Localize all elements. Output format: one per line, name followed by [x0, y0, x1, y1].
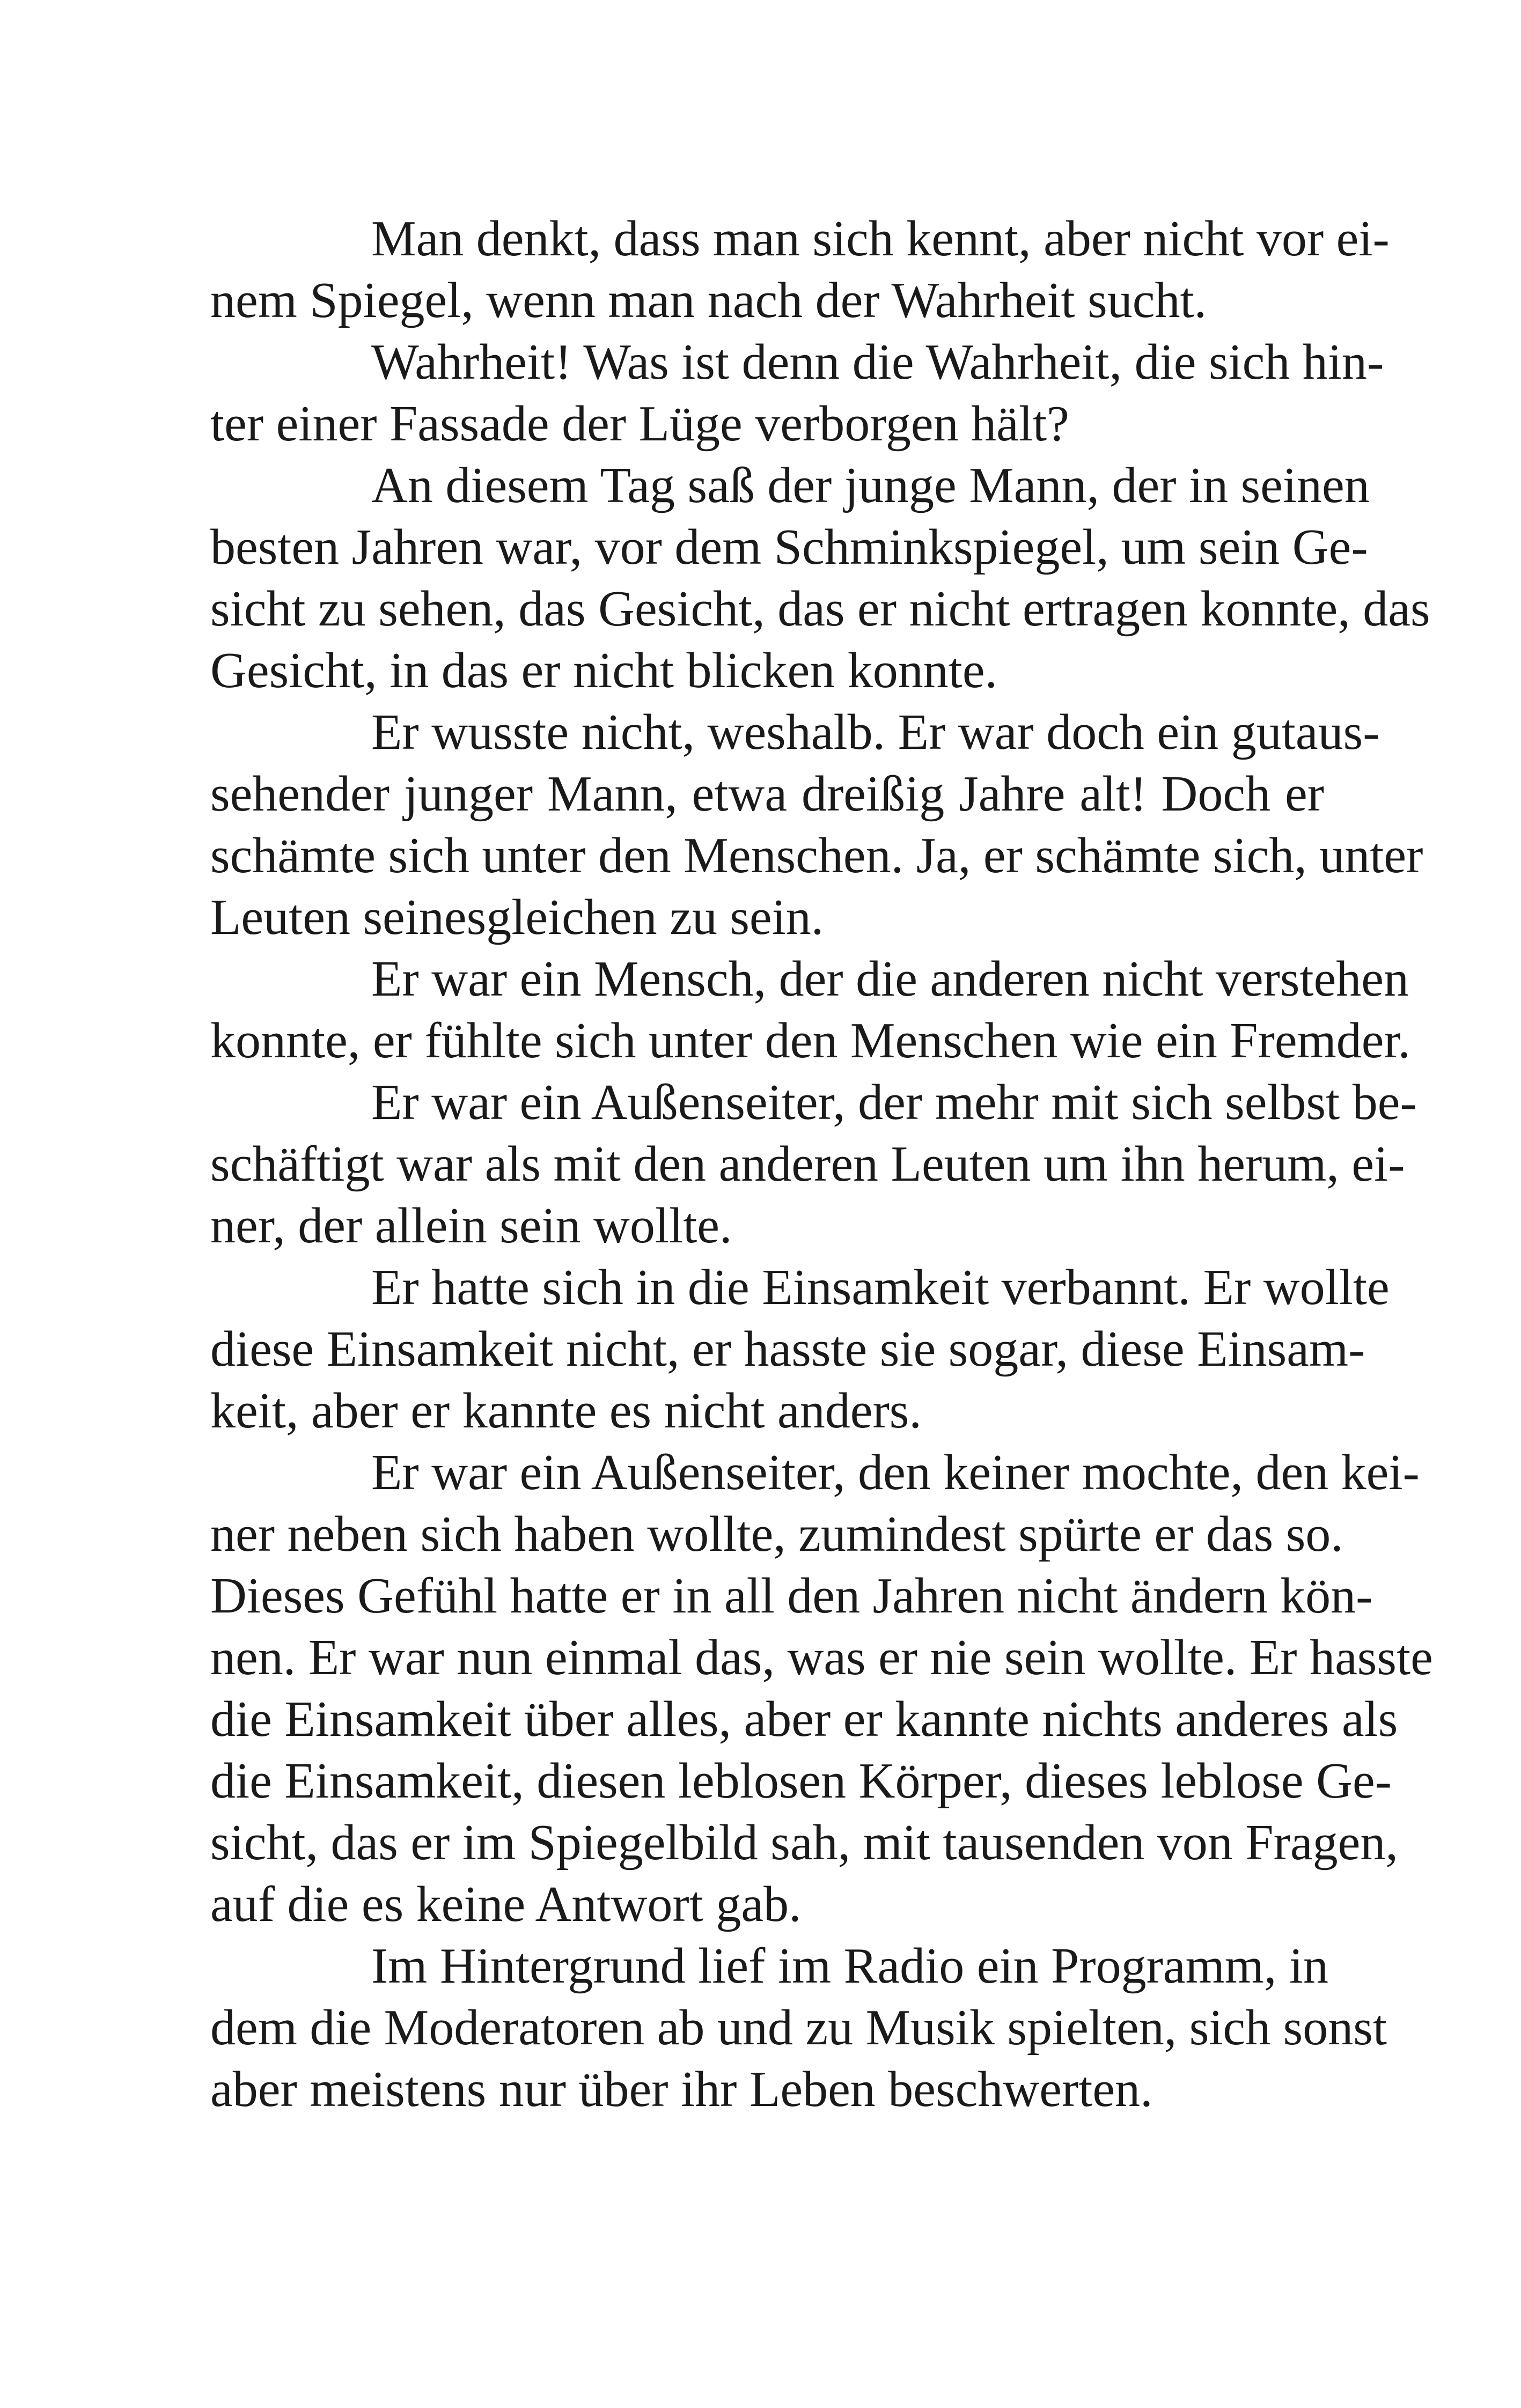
text-line: Im Hintergrund lief im Radio ein Programm, in — [371, 1938, 1328, 1994]
text-line: dem die Moderatoren ab und zu Musik spielten, sich sonst — [210, 2000, 1387, 2056]
text-line: An diesem Tag saß der junge Mann, der in seinen — [371, 458, 1370, 513]
text-line: besten Jahren war, vor dem Schminkspiegel, um sein Ge- — [210, 519, 1368, 575]
text-line: nem Spiegel, wenn man nach der Wahrheit sucht. — [210, 273, 1207, 328]
text-line: sicht, das er im Spiegelbild sah, mit tausenden von Fragen, — [210, 1815, 1398, 1871]
text-line: Dieses Gefühl hatte er in all den Jahren nicht ändern kön- — [210, 1568, 1373, 1624]
text-line: die Einsamkeit über alles, aber er kannte nichts anderes als — [210, 1691, 1398, 1747]
text-line: sehender junger Mann, etwa dreißig Jahre alt! Doch er — [210, 766, 1324, 822]
text-line: Er hatte sich in die Einsamkeit verbannt. Er wollte — [371, 1260, 1390, 1315]
body-text — [210, 208, 1433, 2120]
text-line: Leuten seinesgleichen zu sein. — [210, 889, 824, 945]
text-line: diese Einsamkeit nicht, er hasste sie sogar, diese Einsam- — [210, 1321, 1365, 1377]
text-line: konnte, er fühlte sich unter den Menschen wie ein Fremder. — [210, 1013, 1411, 1069]
text-line: keit, aber er kannte es nicht anders. — [210, 1383, 922, 1439]
text-line: nen. Er war nun einmal das, was er nie sein wollte. Er hasste — [210, 1630, 1433, 1685]
text-line: ner neben sich haben wollte, zumindest spürte er das so. — [210, 1506, 1343, 1562]
text-line: Man denkt, dass man sich kennt, aber nicht vor ei- — [371, 211, 1390, 267]
text-line: Wahrheit! Was ist denn die Wahrheit, die sich hin- — [371, 334, 1384, 390]
text-line: Gesicht, in das er nicht blicken konnte. — [210, 643, 998, 698]
text-line: ner, der allein sein wollte. — [210, 1198, 732, 1254]
text-line: Er war ein Außenseiter, der mehr mit sich selbst be- — [371, 1074, 1417, 1130]
text-line: sicht zu sehen, das Gesicht, das er nicht ertragen konnte, das — [210, 581, 1430, 637]
text-line: aber meistens nur über ihr Leben beschwerten. — [210, 2061, 1153, 2117]
text-line: Er war ein Außenseiter, den keiner mochte, den kei- — [371, 1445, 1420, 1500]
text-line: Er war ein Mensch, der die anderen nicht verstehen — [371, 951, 1409, 1007]
text-line: schämte sich unter den Menschen. Ja, er schämte sich, unter — [210, 828, 1423, 883]
text-line: auf die es keine Antwort gab. — [210, 1876, 802, 1932]
text-line: die Einsamkeit, diesen leblosen Körper, dieses leblose Ge- — [210, 1753, 1392, 1809]
text-line: Er wusste nicht, weshalb. Er war doch ein gutaus- — [371, 704, 1380, 760]
text-line: schäftigt war als mit den anderen Leuten um ihn herum, ei- — [210, 1136, 1405, 1192]
text-line: ter einer Fassade der Lüge verborgen hält? — [210, 396, 1069, 452]
